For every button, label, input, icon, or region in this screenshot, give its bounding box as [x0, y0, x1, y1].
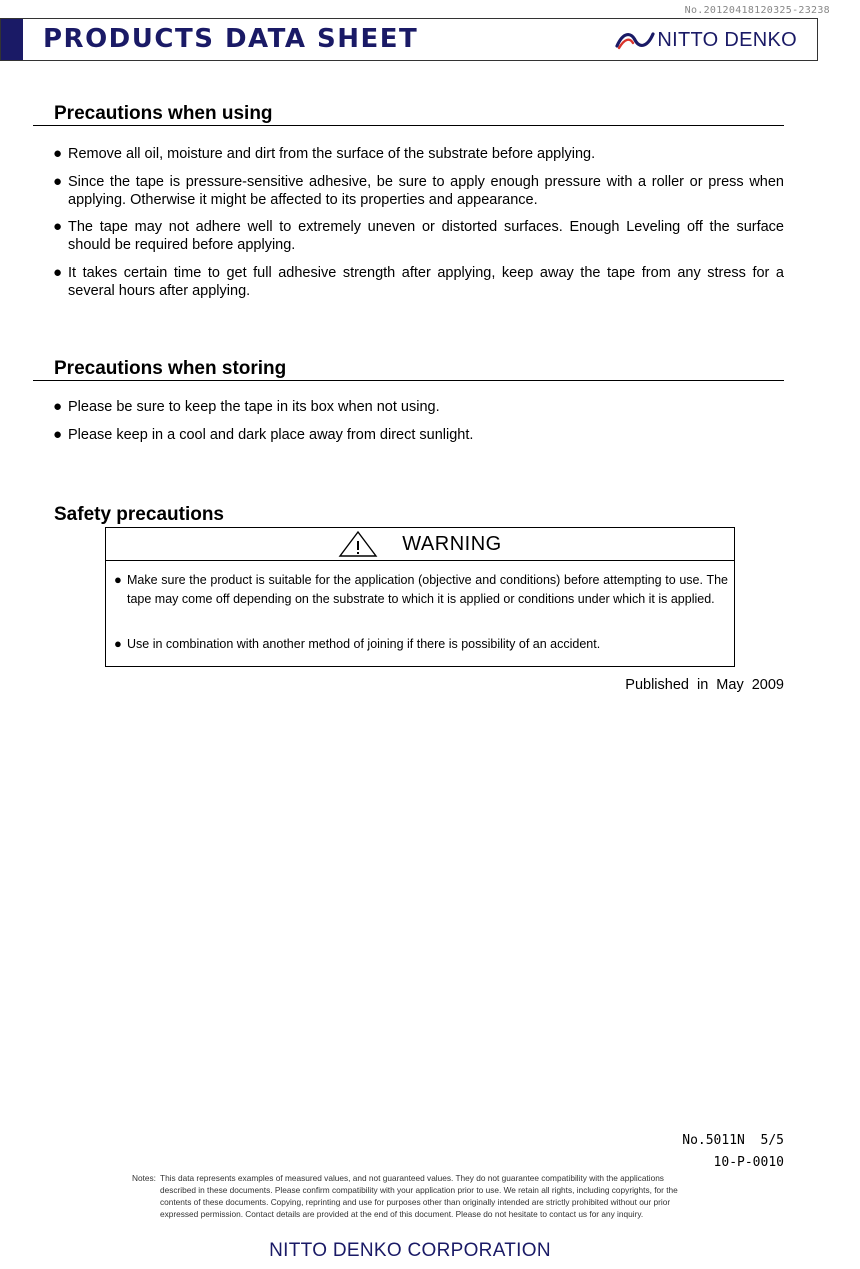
list-item [53, 173, 784, 209]
bullet-icon: ● [53, 145, 63, 162]
bullet-icon: ● [53, 426, 63, 443]
bullet-icon: ● [53, 398, 63, 415]
header-bar [0, 18, 818, 61]
list-item-text: The tape may not adhere well to extremely uneven or distorted surfaces. Enough Leveling off the surface should be required before applying. [68, 219, 784, 253]
warning-triangle-icon [338, 530, 378, 558]
publication-date: Published in May 2009 [625, 677, 784, 693]
nitto-logo-mark-icon [613, 28, 655, 52]
section-heading-safety: Safety precautions [54, 504, 224, 525]
list-item [53, 398, 784, 416]
list-item [53, 218, 784, 254]
list-item-text: Remove all oil, moisture and dirt from the surface of the substrate before applying. [68, 146, 596, 162]
notes-label: Notes: [132, 1173, 156, 1183]
list-item-text: It takes certain time to get full adhesive strength after applying, keep away the tape from any stress for a several hours after applying. [68, 265, 784, 299]
document-code-secondary: 10-P-0010 [713, 1155, 784, 1170]
list-item [53, 145, 784, 163]
document-serial-number: No.20120418120325-23238 [684, 5, 830, 16]
list-item [114, 635, 728, 654]
bullet-icon: ● [114, 572, 122, 587]
list-item-text: Since the tape is pressure-sensitive adhesive, be sure to apply enough pressure with a roller or press when applying. Otherwise it might be affected to its properties and appearance. [68, 174, 784, 208]
logo-text: NITTO DENKO [657, 28, 797, 51]
notes-text: This data represents examples of measured values, and not guaranteed values. They do not guarantee compatibility with the applications described in these documents. Please confirm compatibility with your application prior to use. We retain all rights, including copyrights, for the contents of these documents. Copying, reprinting and use for purposes other than originally intended are strictly prohibited without our prior expressed permission. Contact details are provided at the end of this document. Please do not hesitate to contact us for any inquiry. [160, 1173, 678, 1219]
list-item [53, 426, 784, 444]
list-item-text: Make sure the product is suitable for the application (objective and conditions) before attempting to use. The tape may come off depending on the substrate to which it is applied or conditions under which it is applied. [127, 573, 728, 606]
header-stripe [1, 19, 23, 60]
list-item-text: Please keep in a cool and dark place away from direct sunlight. [68, 427, 474, 443]
warning-title: WARNING [402, 532, 502, 555]
warning-box [105, 527, 735, 667]
section-heading-using: Precautions when using [33, 103, 784, 126]
bullet-icon: ● [114, 636, 122, 651]
page-title: PRODUCTS DATA SHEET [43, 24, 419, 54]
bullet-icon: ● [53, 264, 63, 281]
notes [132, 1172, 692, 1220]
bullet-icon: ● [53, 218, 63, 235]
document-code: No.5011N 5/5 [682, 1133, 784, 1148]
section-heading-storing: Precautions when storing [33, 358, 784, 381]
list-item-text: Please be sure to keep the tape in its box when not using. [68, 399, 440, 415]
company-logo [613, 28, 797, 52]
footer-company-name: NITTO DENKO CORPORATION [269, 1240, 551, 1261]
list-item [114, 571, 728, 608]
bullet-icon: ● [53, 173, 63, 190]
list-item [53, 264, 784, 300]
warning-header [106, 528, 734, 561]
list-item-text: Use in combination with another method of joining if there is possibility of an accident. [127, 637, 601, 651]
